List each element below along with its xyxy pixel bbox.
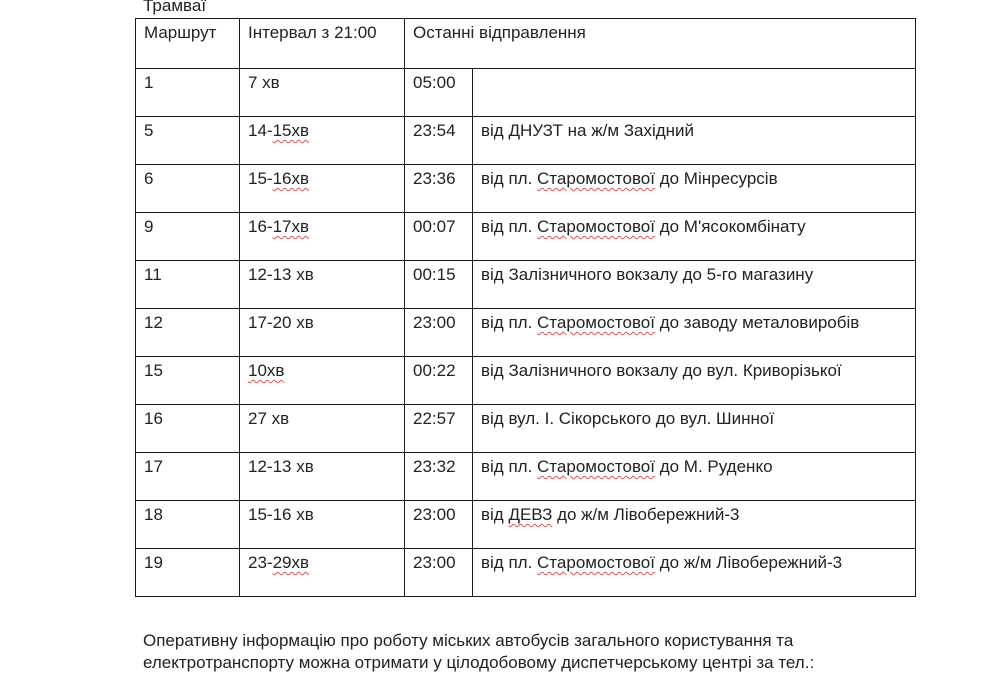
section-title: Трамваї (143, 0, 207, 15)
interval-spellcheck-text: 16хв (272, 169, 310, 188)
last-departure-time: 23:32 (405, 453, 473, 501)
interval-spellcheck-text: 10хв (248, 361, 285, 380)
description-text-end: до заводу металовиробів (654, 313, 860, 332)
interval-text: 15-16 хв (248, 505, 314, 524)
interval-spellcheck-text: 17хв (272, 217, 310, 236)
table-row (136, 165, 916, 213)
route-description (473, 357, 916, 405)
table-row (136, 261, 916, 309)
description-text-end: до ж/м Лівобережний-3 (552, 505, 740, 524)
interval-cell (240, 309, 405, 357)
route-number: 16 (136, 405, 240, 453)
description-text: від (481, 505, 509, 524)
description-spellcheck-text: Старомостової (537, 169, 655, 188)
interval-spellcheck-text: 29хв (272, 553, 310, 572)
interval-cell (240, 501, 405, 549)
interval-cell (240, 69, 405, 117)
description-text: від Залізничного вокзалу до вул. Криворізької (481, 361, 842, 380)
table-row (136, 309, 916, 357)
table-row (136, 549, 916, 597)
description-spellcheck-text: Старомостової (537, 553, 655, 572)
description-text: від вул. І. Сікорського до вул. Шинної (481, 409, 775, 428)
interval-cell (240, 405, 405, 453)
interval-cell (240, 117, 405, 165)
last-departure-time: 23:36 (405, 165, 473, 213)
table-header-row (136, 19, 916, 69)
last-departure-time: 00:22 (405, 357, 473, 405)
table-row (136, 453, 916, 501)
description-spellcheck-text: Старомостової (537, 313, 655, 332)
route-number: 18 (136, 501, 240, 549)
last-departure-time: 23:00 (405, 309, 473, 357)
route-number: 11 (136, 261, 240, 309)
description-text: від пл. (481, 553, 538, 572)
interval-cell (240, 213, 405, 261)
description-text: від пл. (481, 313, 538, 332)
last-departure-time: 23:00 (405, 549, 473, 597)
route-number: 19 (136, 549, 240, 597)
description-text: від ДНУЗТ на ж/м Західний (481, 121, 695, 140)
route-description (473, 453, 916, 501)
route-number: 5 (136, 117, 240, 165)
interval-cell (240, 165, 405, 213)
route-description (473, 165, 916, 213)
last-departure-time: 05:00 (405, 69, 473, 117)
route-number: 17 (136, 453, 240, 501)
header-interval: Інтервал з 21:00 (240, 19, 405, 69)
route-description (473, 501, 916, 549)
interval-cell (240, 549, 405, 597)
description-text-end: до М'ясокомбінату (654, 217, 806, 236)
interval-text: 17-20 хв (248, 313, 314, 332)
interval-text: 23- (248, 553, 273, 572)
footer-line-1: Оперативну інформацію про роботу міських автобусів загального користування та (143, 631, 794, 650)
interval-text: 12-13 хв (248, 265, 314, 284)
interval-text: 12-13 хв (248, 457, 314, 476)
route-number: 12 (136, 309, 240, 357)
route-number: 9 (136, 213, 240, 261)
description-spellcheck-text: Старомостової (537, 217, 655, 236)
table-row (136, 357, 916, 405)
last-departure-time: 22:57 (405, 405, 473, 453)
route-number: 6 (136, 165, 240, 213)
interval-text: 14- (248, 121, 273, 140)
route-description (473, 213, 916, 261)
description-spellcheck-text: Старомостової (537, 457, 655, 476)
interval-text: 15- (248, 169, 273, 188)
table-row (136, 69, 916, 117)
route-description (473, 549, 916, 597)
description-text-end: до Мінресурсів (654, 169, 778, 188)
interval-text: 27 хв (248, 409, 290, 428)
route-description (473, 69, 916, 117)
interval-cell (240, 453, 405, 501)
interval-text: 16- (248, 217, 273, 236)
table-row (136, 213, 916, 261)
route-description (473, 405, 916, 453)
route-description (473, 117, 916, 165)
interval-cell (240, 261, 405, 309)
table-row (136, 405, 916, 453)
header-last-departures: Останні відправлення (405, 19, 916, 69)
route-description (473, 261, 916, 309)
tram-schedule-table (135, 18, 916, 597)
route-number: 15 (136, 357, 240, 405)
description-text-end: до ж/м Лівобережний-3 (654, 553, 843, 572)
last-departure-time: 00:15 (405, 261, 473, 309)
footer-note (143, 630, 903, 674)
interval-cell (240, 357, 405, 405)
description-spellcheck-text: ДЕВЗ (508, 505, 553, 524)
interval-spellcheck-text: 15хв (272, 121, 310, 140)
description-text: від пл. (481, 217, 538, 236)
description-text: від Залізничного вокзалу до 5-го магазину (481, 265, 814, 284)
interval-text: 7 хв (248, 73, 280, 92)
route-number: 1 (136, 69, 240, 117)
description-text: від пл. (481, 169, 538, 188)
last-departure-time: 00:07 (405, 213, 473, 261)
route-description (473, 309, 916, 357)
footer-line-2: електротранспорту можна отримати у цілодобовому диспетчерському центрі за тел.: (143, 653, 815, 672)
table-row (136, 117, 916, 165)
table-row (136, 501, 916, 549)
last-departure-time: 23:54 (405, 117, 473, 165)
last-departure-time: 23:00 (405, 501, 473, 549)
header-route: Маршрут (136, 19, 240, 69)
description-text: від пл. (481, 457, 538, 476)
description-text-end: до М. Руденко (654, 457, 773, 476)
